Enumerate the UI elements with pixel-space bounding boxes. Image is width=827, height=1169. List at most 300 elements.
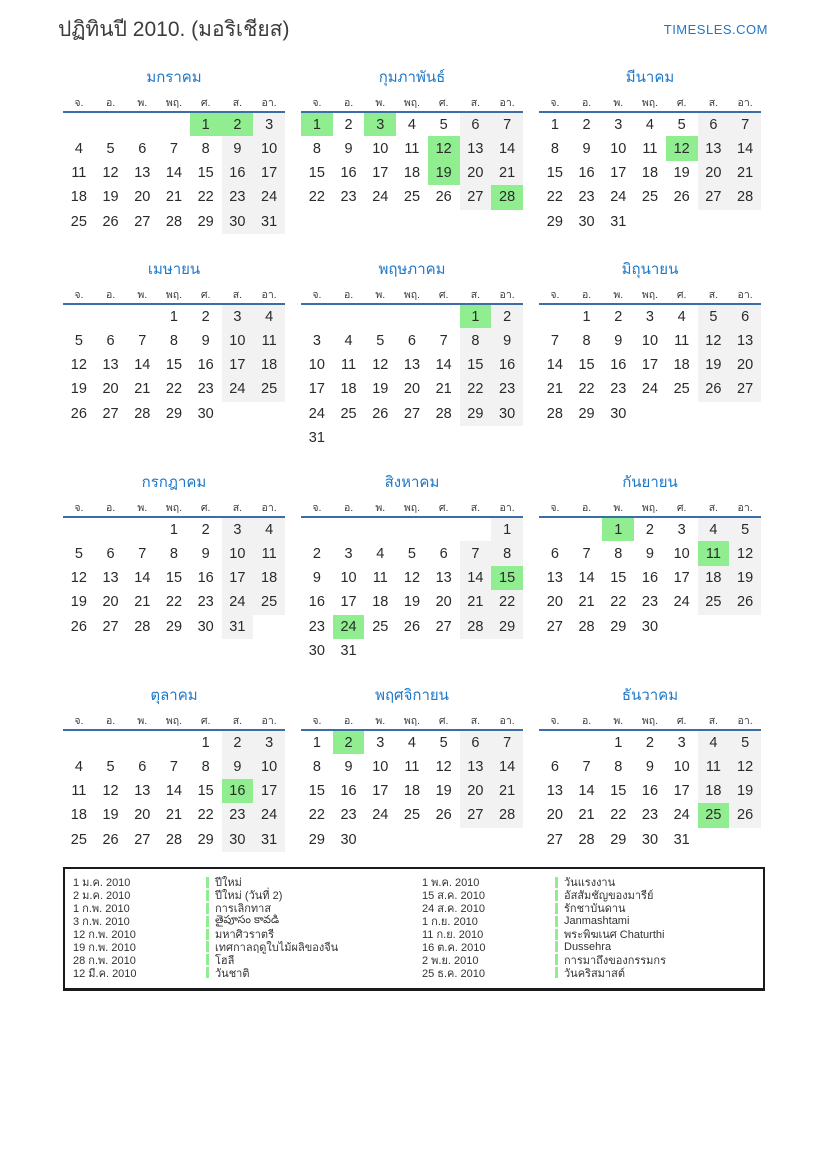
empty-cell xyxy=(460,828,492,852)
day-cell: 12 xyxy=(729,541,761,565)
day-cell: 7 xyxy=(550,332,559,349)
legend-item xyxy=(422,966,763,979)
day-cell: 22 xyxy=(610,594,627,611)
empty-cell xyxy=(364,426,396,450)
empty-cell xyxy=(63,517,95,541)
month-title: สิงหาคม xyxy=(384,474,440,491)
holiday-day-cell: 3 xyxy=(364,112,396,136)
day-cell: 3 xyxy=(614,116,623,133)
week-row xyxy=(63,566,285,590)
empty-cell xyxy=(364,828,396,852)
day-cell: 26 xyxy=(102,213,119,230)
week-row xyxy=(301,541,523,565)
month-block-3 xyxy=(539,68,761,234)
day-cell: 3 xyxy=(222,517,254,541)
month-title: กันยายน xyxy=(622,474,678,491)
weekday-header: อ. xyxy=(581,289,592,301)
month-title: พฤศจิกายน xyxy=(375,687,449,704)
day-cell: 30 xyxy=(197,618,214,635)
holiday-color-bar xyxy=(555,929,558,940)
day-cell: 12 xyxy=(698,328,730,352)
month-title: มีนาคม xyxy=(625,69,675,86)
weekday-header: จ. xyxy=(312,715,322,727)
weekday-header: จ. xyxy=(74,289,84,301)
weekday-header: พฤ. xyxy=(641,715,659,727)
week-row xyxy=(63,328,285,352)
day-cell: 5 xyxy=(106,758,115,775)
day-cell: 21 xyxy=(134,381,151,398)
day-cell: 14 xyxy=(165,782,183,799)
month-block-4 xyxy=(63,260,285,426)
day-cell: 11 xyxy=(372,569,388,586)
legend-holiday-name: ปีใหม่ xyxy=(215,877,242,890)
holiday-day-cell: 2 xyxy=(222,112,254,136)
weekday-header: พ. xyxy=(137,97,148,109)
day-cell: 6 xyxy=(439,545,448,562)
holiday-day-cell: 25 xyxy=(698,803,730,827)
day-cell: 23 xyxy=(641,594,659,611)
day-cell: 17 xyxy=(673,569,690,586)
day-cell: 2 xyxy=(491,304,523,328)
holiday-day-cell: 28 xyxy=(491,185,523,209)
empty-cell xyxy=(63,730,95,754)
day-cell: 5 xyxy=(439,116,448,133)
day-cell: 22 xyxy=(165,594,183,611)
day-cell: 17 xyxy=(222,566,254,590)
month-title: มกราคม xyxy=(146,69,202,86)
day-cell: 11 xyxy=(341,356,357,373)
weekday-header: อา. xyxy=(737,97,753,109)
day-cell: 12 xyxy=(102,164,119,181)
week-row xyxy=(539,377,761,401)
day-cell: 10 xyxy=(372,758,389,775)
day-cell: 8 xyxy=(550,140,559,157)
day-cell: 27 xyxy=(546,831,563,848)
day-cell: 22 xyxy=(197,807,214,824)
day-cell: 13 xyxy=(435,569,452,586)
empty-cell xyxy=(491,639,523,663)
day-cell: 12 xyxy=(729,754,761,778)
day-cell: 31 xyxy=(340,643,357,660)
day-cell: 7 xyxy=(582,545,591,562)
day-cell: 20 xyxy=(134,807,151,824)
weekday-header: ส. xyxy=(232,715,243,727)
week-row xyxy=(539,517,761,541)
weekday-header: พฤ. xyxy=(165,502,183,514)
day-cell: 1 xyxy=(169,521,178,538)
day-cell: 25 xyxy=(253,377,285,401)
day-cell: 15 xyxy=(578,356,595,373)
day-cell: 29 xyxy=(165,618,183,635)
week-row xyxy=(301,161,523,185)
day-cell: 2 xyxy=(201,521,210,538)
week-row xyxy=(63,803,285,827)
week-row xyxy=(63,185,285,209)
empty-cell xyxy=(729,615,761,639)
legend-holiday-name: พระพิฆเนศ Chaturthi xyxy=(564,929,665,942)
week-row xyxy=(63,304,285,328)
weekday-header-row xyxy=(301,499,523,517)
day-cell: 3 xyxy=(222,304,254,328)
month-grid xyxy=(539,712,761,852)
week-row xyxy=(301,304,523,328)
day-cell: 8 xyxy=(312,758,321,775)
day-cell: 9 xyxy=(491,328,523,352)
weekday-header-row xyxy=(63,94,285,112)
day-cell: 21 xyxy=(729,161,761,185)
weekday-header: ศ. xyxy=(438,97,449,109)
week-row xyxy=(301,566,523,590)
day-cell: 18 xyxy=(340,381,357,398)
weekday-header-row xyxy=(539,712,761,730)
day-cell: 4 xyxy=(698,730,730,754)
day-cell: 24 xyxy=(253,803,285,827)
weekday-header: พ. xyxy=(613,502,624,514)
day-cell: 30 xyxy=(222,210,254,234)
month-days xyxy=(63,730,285,852)
day-cell: 12 xyxy=(70,356,87,373)
day-cell: 14 xyxy=(435,356,452,373)
week-row xyxy=(63,615,285,639)
day-cell: 27 xyxy=(134,831,151,848)
legend-date: 1 พ.ค. 2010 xyxy=(422,877,480,890)
week-row xyxy=(539,754,761,778)
month-days xyxy=(63,112,285,234)
month-days xyxy=(539,304,761,426)
weekday-header: พฤ. xyxy=(403,289,421,301)
day-cell: 29 xyxy=(491,615,523,639)
page-title: ปฏิทินปี 2010. (มอริเชียส) xyxy=(58,18,290,41)
empty-cell xyxy=(698,828,730,852)
day-cell: 25 xyxy=(70,831,87,848)
day-cell: 11 xyxy=(71,782,87,799)
week-row xyxy=(301,803,523,827)
day-cell: 1 xyxy=(491,517,523,541)
day-cell: 13 xyxy=(102,356,119,373)
empty-cell xyxy=(698,402,730,426)
month-days xyxy=(301,304,523,450)
day-cell: 25 xyxy=(641,189,659,206)
day-cell: 16 xyxy=(197,569,214,586)
month-days xyxy=(539,112,761,234)
day-cell: 16 xyxy=(610,356,627,373)
day-cell: 30 xyxy=(578,213,595,230)
weekday-header-row-inner xyxy=(301,94,523,112)
day-cell: 9 xyxy=(344,140,353,157)
holiday-color-bar xyxy=(206,877,209,888)
legend-holiday-name: วันแรงงาน xyxy=(564,877,616,890)
day-cell: 11 xyxy=(404,758,420,775)
day-cell: 20 xyxy=(460,779,492,803)
day-cell: 28 xyxy=(546,405,563,422)
weekday-header: พฤ. xyxy=(165,97,183,109)
day-cell: 13 xyxy=(729,328,761,352)
day-cell: 4 xyxy=(344,332,353,349)
empty-cell xyxy=(666,210,698,234)
day-cell: 8 xyxy=(201,140,210,157)
weekday-header: ส. xyxy=(470,289,481,301)
day-cell: 3 xyxy=(312,332,321,349)
week-row xyxy=(539,353,761,377)
weekday-header: ส. xyxy=(470,97,481,109)
week-row xyxy=(63,730,285,754)
day-cell: 31 xyxy=(673,831,690,848)
week-row xyxy=(539,803,761,827)
day-cell: 25 xyxy=(403,807,421,824)
day-cell: 28 xyxy=(578,831,595,848)
weekday-header: ส. xyxy=(708,97,719,109)
day-cell: 4 xyxy=(74,140,83,157)
day-cell: 9 xyxy=(645,545,654,562)
day-cell: 12 xyxy=(372,356,389,373)
weekday-header: พ. xyxy=(137,502,148,514)
legend-holiday-name: โฮลี xyxy=(215,954,235,967)
weekday-header: จ. xyxy=(74,502,84,514)
day-cell: 26 xyxy=(435,807,452,824)
empty-cell xyxy=(126,730,158,754)
weekday-header-row xyxy=(63,286,285,304)
day-cell: 8 xyxy=(169,545,178,562)
empty-cell xyxy=(491,828,523,852)
day-cell: 7 xyxy=(460,541,492,565)
weekday-header-row xyxy=(63,712,285,730)
weekday-header: จ. xyxy=(550,502,560,514)
day-cell: 4 xyxy=(407,734,416,751)
empty-cell xyxy=(301,304,333,328)
day-cell: 17 xyxy=(372,782,389,799)
holiday-color-bar xyxy=(555,967,558,978)
weekday-header: พฤ. xyxy=(165,289,183,301)
day-cell: 13 xyxy=(546,782,563,799)
day-cell: 11 xyxy=(642,140,658,157)
day-cell: 11 xyxy=(71,164,87,181)
day-cell: 16 xyxy=(491,353,523,377)
day-cell: 28 xyxy=(435,405,452,422)
legend-date: 2 ม.ค. 2010 xyxy=(73,890,131,903)
day-cell: 27 xyxy=(546,618,563,635)
empty-cell xyxy=(428,304,460,328)
month-block-7 xyxy=(63,473,285,639)
weekday-header-row-inner xyxy=(301,712,523,730)
day-cell: 23 xyxy=(222,185,254,209)
empty-cell xyxy=(396,828,428,852)
holiday-color-bar xyxy=(555,903,558,914)
day-cell: 13 xyxy=(102,569,119,586)
day-cell: 17 xyxy=(372,164,389,181)
week-row xyxy=(63,161,285,185)
day-cell: 26 xyxy=(102,831,119,848)
day-cell: 28 xyxy=(491,803,523,827)
day-cell: 3 xyxy=(645,308,654,325)
legend-holiday-name: วันชาติ xyxy=(215,967,250,980)
day-cell: 26 xyxy=(729,590,761,614)
weekday-header: ศ. xyxy=(200,502,211,514)
day-cell: 14 xyxy=(491,754,523,778)
empty-cell xyxy=(729,402,761,426)
months-grid xyxy=(63,68,761,867)
day-cell: 19 xyxy=(102,189,119,206)
day-cell: 21 xyxy=(460,590,492,614)
weekday-header-row xyxy=(539,286,761,304)
day-cell: 30 xyxy=(340,831,357,848)
day-cell: 7 xyxy=(491,730,523,754)
day-cell: 22 xyxy=(165,381,183,398)
day-cell: 21 xyxy=(491,779,523,803)
legend-date: 12 ก.พ. 2010 xyxy=(73,929,136,942)
day-cell: 7 xyxy=(138,332,147,349)
empty-cell xyxy=(126,304,158,328)
weekday-header-row-inner xyxy=(63,94,285,112)
week-row xyxy=(539,185,761,209)
day-cell: 6 xyxy=(138,140,147,157)
month-grid xyxy=(301,499,523,663)
legend-holiday-name: รักชาบันดาน xyxy=(564,903,626,916)
day-cell: 5 xyxy=(376,332,385,349)
empty-cell xyxy=(460,639,492,663)
weekday-header: ศ. xyxy=(676,715,687,727)
day-cell: 30 xyxy=(308,643,325,660)
day-cell: 27 xyxy=(403,405,421,422)
week-row xyxy=(539,541,761,565)
month-grid xyxy=(63,94,285,234)
empty-cell xyxy=(428,639,460,663)
holiday-color-bar xyxy=(206,941,209,952)
day-cell: 31 xyxy=(253,828,285,852)
day-cell: 29 xyxy=(197,213,214,230)
day-cell: 23 xyxy=(491,377,523,401)
month-grid xyxy=(301,94,523,210)
legend-date: 2 พ.ย. 2010 xyxy=(422,954,479,967)
day-cell: 6 xyxy=(138,758,147,775)
empty-cell xyxy=(95,517,127,541)
day-cell: 29 xyxy=(165,405,183,422)
weekday-header: อา. xyxy=(261,502,277,514)
day-cell: 16 xyxy=(641,569,659,586)
empty-cell xyxy=(539,730,571,754)
day-cell: 4 xyxy=(74,758,83,775)
legend-date: 24 ส.ค. 2010 xyxy=(422,903,486,916)
weekday-header: จ. xyxy=(312,97,322,109)
holiday-day-cell: 1 xyxy=(602,517,634,541)
day-cell: 8 xyxy=(614,545,623,562)
day-cell: 19 xyxy=(102,807,119,824)
weekday-header: ศ. xyxy=(676,289,687,301)
weekday-header: พฤ. xyxy=(403,502,421,514)
day-cell: 3 xyxy=(677,734,686,751)
empty-cell xyxy=(364,517,396,541)
day-cell: 20 xyxy=(698,161,730,185)
day-cell: 9 xyxy=(222,754,254,778)
weekday-header: อ. xyxy=(343,715,354,727)
weekday-header: อา. xyxy=(737,502,753,514)
legend-holiday-name: มหาศิวราตรี xyxy=(215,929,274,942)
day-cell: 17 xyxy=(610,164,627,181)
day-cell: 16 xyxy=(197,356,214,373)
day-cell: 16 xyxy=(222,161,254,185)
day-cell: 21 xyxy=(578,807,595,824)
day-cell: 21 xyxy=(578,594,595,611)
legend-holiday-name: วันคริสมาสต์ xyxy=(564,967,625,980)
day-cell: 1 xyxy=(169,308,178,325)
day-cell: 13 xyxy=(403,356,421,373)
legend-date: 1 ก.ย. 2010 xyxy=(422,916,478,929)
weekday-header-row-inner xyxy=(301,499,523,517)
day-cell: 14 xyxy=(546,356,563,373)
day-cell: 16 xyxy=(340,164,357,181)
site-link[interactable]: TIMESLES.COM xyxy=(663,22,768,37)
holiday-day-cell: 19 xyxy=(428,161,460,185)
empty-cell xyxy=(333,517,365,541)
week-row xyxy=(301,185,523,209)
week-row xyxy=(63,828,285,852)
month-block-8 xyxy=(301,473,523,663)
day-cell: 2 xyxy=(645,521,654,538)
legend-item xyxy=(73,966,414,979)
day-cell: 18 xyxy=(372,594,389,611)
day-cell: 26 xyxy=(729,803,761,827)
day-cell: 13 xyxy=(134,164,151,181)
day-cell: 3 xyxy=(677,521,686,538)
day-cell: 21 xyxy=(134,594,151,611)
legend-date: 28 ก.พ. 2010 xyxy=(73,954,136,967)
weekday-header: ศ. xyxy=(438,289,449,301)
day-cell: 20 xyxy=(460,161,492,185)
empty-cell xyxy=(63,112,95,136)
legend-date: 12 มี.ค. 2010 xyxy=(73,967,137,980)
day-cell: 9 xyxy=(201,545,210,562)
legend-date: 1 ก.พ. 2010 xyxy=(73,903,130,916)
weekday-header-row xyxy=(301,712,523,730)
day-cell: 18 xyxy=(253,353,285,377)
day-cell: 9 xyxy=(582,140,591,157)
day-cell: 19 xyxy=(435,782,452,799)
empty-cell xyxy=(333,304,365,328)
day-cell: 29 xyxy=(197,831,214,848)
weekday-header-row-inner xyxy=(63,286,285,304)
weekday-header: พ. xyxy=(613,289,624,301)
day-cell: 11 xyxy=(253,328,285,352)
weekday-header-row-inner xyxy=(539,499,761,517)
month-title: กรกฎาคม xyxy=(141,474,207,491)
weekday-header-row xyxy=(539,94,761,112)
day-cell: 19 xyxy=(70,381,87,398)
empty-cell xyxy=(333,426,365,450)
week-row xyxy=(63,590,285,614)
weekday-header: ส. xyxy=(470,715,481,727)
day-cell: 10 xyxy=(372,140,389,157)
weekday-header: อ. xyxy=(105,502,116,514)
day-cell: 26 xyxy=(70,618,87,635)
weekday-header: พ. xyxy=(375,715,386,727)
month-title: กุมภาพันธ์ xyxy=(378,69,446,86)
day-cell: 8 xyxy=(201,758,210,775)
holiday-day-cell: 12 xyxy=(428,136,460,160)
day-cell: 7 xyxy=(491,112,523,136)
day-cell: 17 xyxy=(253,161,285,185)
day-cell: 23 xyxy=(222,803,254,827)
day-cell: 16 xyxy=(578,164,595,181)
day-cell: 15 xyxy=(197,164,214,181)
day-cell: 7 xyxy=(169,140,178,157)
week-row xyxy=(63,779,285,803)
weekday-header: ศ. xyxy=(676,97,687,109)
empty-cell xyxy=(95,112,127,136)
weekday-header: ส. xyxy=(232,502,243,514)
legend-holiday-name: Dussehra xyxy=(564,940,612,953)
week-row xyxy=(539,161,761,185)
weekday-header: พ. xyxy=(137,715,148,727)
week-row xyxy=(301,353,523,377)
